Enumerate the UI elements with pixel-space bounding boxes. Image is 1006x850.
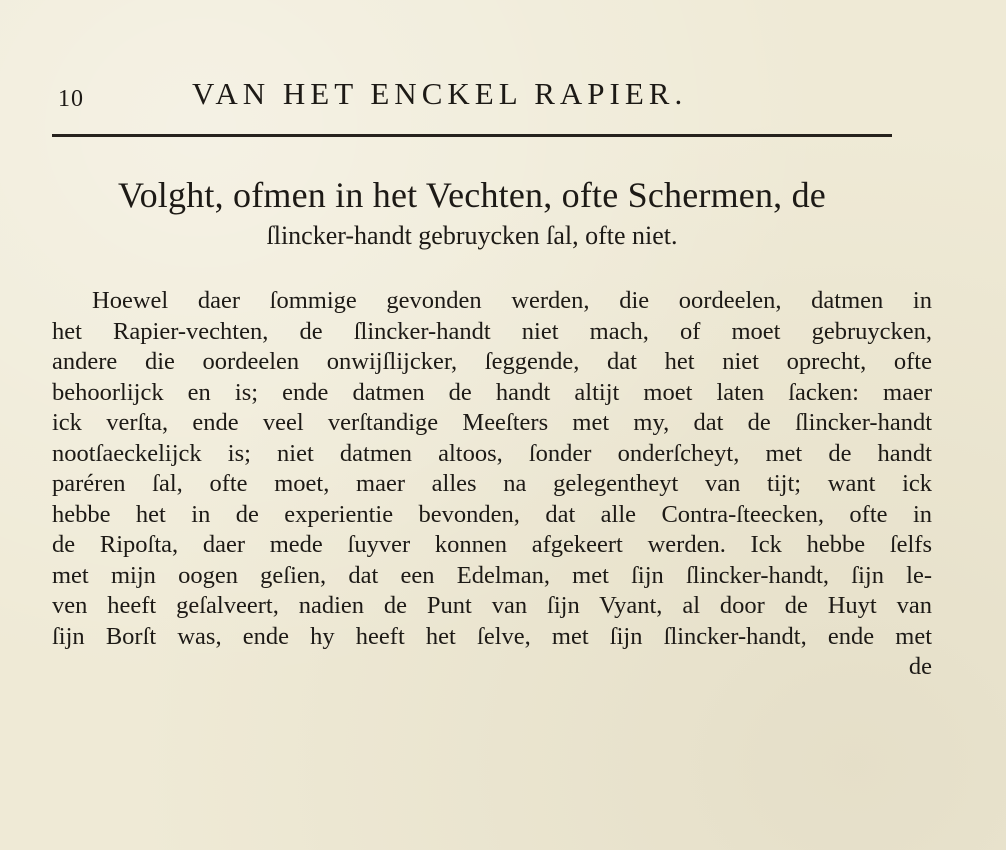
text-line: ick verſta, ende veel verſtandige Meeſters met my, dat de ſlincker-handt <box>52 409 932 436</box>
text-line: behoorlijck en is; ende datmen de handt altijt moet laten ſacken: maer <box>52 378 932 406</box>
page-number: 10 <box>58 86 84 112</box>
body-paragraph <box>52 286 932 683</box>
running-title: VAN HET ENCKEL RAPIER. <box>192 76 688 111</box>
text-line: het Rapier-vechten, de ſlincker-handt niet mach, of moet gebruycken, <box>52 317 932 345</box>
catchword: de <box>908 653 932 680</box>
text-line: Hoewel daer ſommige gevonden werden, die oordeelen, datmen in <box>92 287 932 314</box>
text-line: ven heeft geſalveert, nadien de Punt van ſijn Vyant, al door de Huyt van <box>52 592 932 619</box>
text-line: paréren ſal, ofte moet, maer alles na gelegentheyt van tijt; want ick <box>52 470 932 497</box>
text-line: andere die oordeelen onwijſlijcker, ſeggende, dat het niet oprecht, ofte <box>52 348 932 375</box>
text-line: hebbe het in de experientie bevonden, dat alle Contra-ſteecken, ofte in <box>52 500 932 528</box>
text-line: met mijn oogen geſien, dat een Edelman, met ſijn ſlincker-handt, ſijn le- <box>52 561 932 589</box>
text-line: de Ripoſta, daer mede ſuyver konnen afgekeert werden. Ick hebbe ſelfs <box>52 531 932 558</box>
chapter-heading <box>52 172 892 254</box>
text-line: nootſaeckelijck is; niet datmen altoos, ſonder onderſcheyt, met de handt <box>52 439 932 467</box>
text-line: ſijn Borſt was, ende hy heeft het ſelve, met ſijn ſlincker-handt, ende met <box>52 622 932 650</box>
heading-line-1: Volght, ofmen in het Vechten, ofte Schermen, de <box>118 175 826 215</box>
header-rule <box>52 134 892 137</box>
heading-line-2: ſlincker-handt gebruycken ſal, ofte niet. <box>266 221 678 250</box>
running-head <box>52 72 892 112</box>
